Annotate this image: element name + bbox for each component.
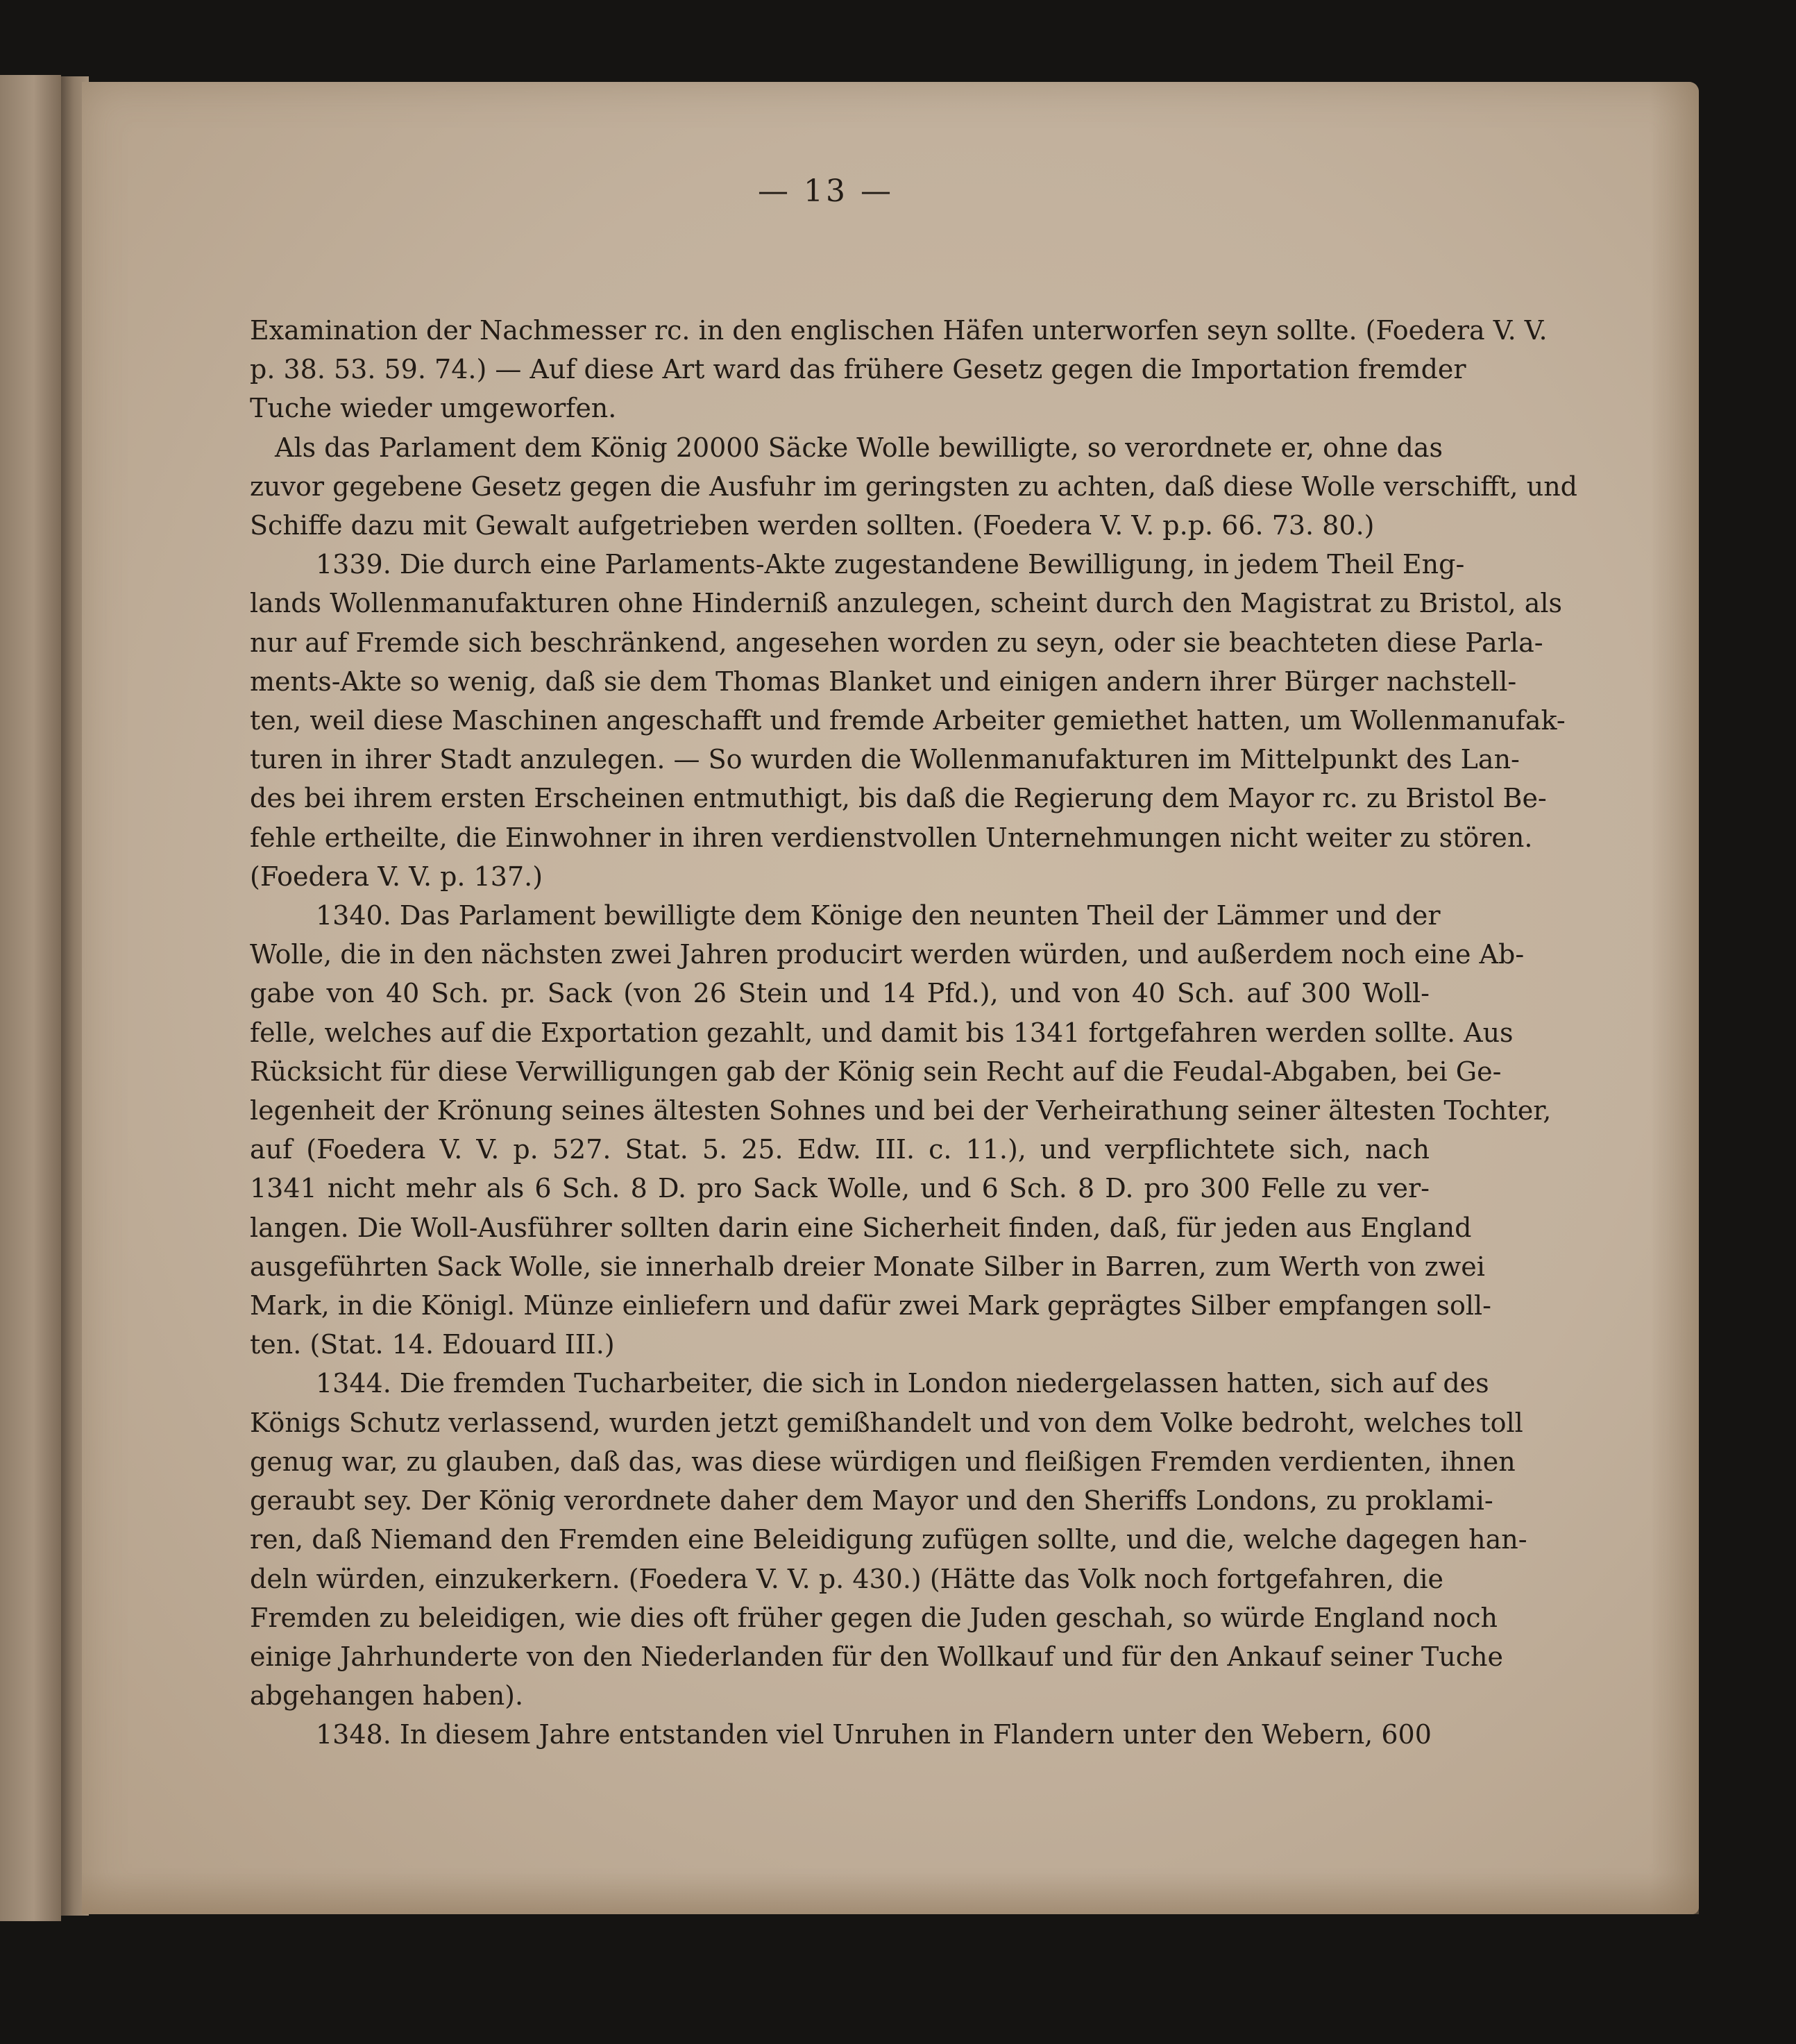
- text-line: Tuche wieder umgeworfen.: [250, 393, 617, 424]
- text-line: zuvor gegebene Gesetz gegen die Ausfuhr im geringsten zu achten, daß diese Wolle verschifft, und: [250, 471, 1577, 502]
- text-line: legenheit der Krönung seines ältesten Sohnes und bei der Verheirathung seiner ältesten Tochter,: [250, 1095, 1552, 1126]
- text-line: auf (Foedera V. V. p. 527. Stat. 5. 25. Edw. III. c. 11.), und verpflichtete sich, nach: [250, 1134, 1430, 1165]
- text-line: ten. (Stat. 14. Edouard III.): [250, 1329, 615, 1360]
- text-line: abgehangen haben).: [250, 1680, 524, 1712]
- text-line: nur auf Fremde sich beschränkend, angesehen worden zu seyn, oder sie beachteten diese Parla-: [250, 627, 1543, 658]
- left-page-edge: [0, 75, 61, 1921]
- text-line: Wolle, die in den nächsten zwei Jahren producirt werden würden, und außerdem noch eine Ab-: [250, 939, 1525, 970]
- page-number: — 13 —: [758, 174, 894, 209]
- text-line: gabe von 40 Sch. pr. Sack (von 26 Stein und 14 Pfd.), und von 40 Sch. auf 300 Woll-: [250, 978, 1430, 1009]
- page-edge-bottom: [82, 1873, 1699, 1914]
- body-text: [250, 311, 1577, 1755]
- text-line: des bei ihrem ersten Erscheinen entmuthigt, bis daß die Regierung dem Mayor rc. zu Bristol Be-: [250, 783, 1547, 814]
- text-line: felle, welches auf die Exportation gezahlt, und damit bis 1341 fortgefahren werden sollte. Aus: [250, 1017, 1514, 1048]
- text-line: 1344. Die fremden Tucharbeiter, die sich in London niedergelassen hatten, sich auf des: [316, 1368, 1489, 1399]
- text-line: p. 38. 53. 59. 74.) — Auf diese Art ward das frühere Gesetz gegen die Importation fremder: [250, 354, 1466, 385]
- text-line: Königs Schutz verlassend, wurden jetzt gemißhandelt und von dem Volke bedroht, welches toll: [250, 1407, 1523, 1438]
- text-line: 1340. Das Parlament bewilligte dem Könige den neunten Theil der Lämmer und der: [316, 900, 1441, 931]
- text-line: langen. Die Woll-Ausführer sollten darin eine Sicherheit finden, daß, für jeden aus England: [250, 1212, 1472, 1243]
- text-line: ren, daß Niemand den Fremden eine Beleidigung zufügen sollte, und die, welche dagegen han-: [250, 1524, 1527, 1555]
- text-line: 1339. Die durch eine Parlaments-Akte zugestandene Bewilligung, in jedem Theil Eng-: [316, 549, 1465, 580]
- text-line: 1348. In diesem Jahre entstanden viel Unruhen in Flandern unter den Webern, 600: [316, 1719, 1432, 1750]
- text-line: ments-Akte so wenig, daß sie dem Thomas Blanket und einigen andern ihrer Bürger nachstell-: [250, 666, 1517, 697]
- text-line: genug war, zu glauben, daß das, was diese würdigen und fleißigen Fremden verdienten, ihnen: [250, 1446, 1516, 1477]
- text-line: fehle ertheilte, die Einwohner in ihren verdienstvollen Unternehmungen nicht weiter zu stören.: [250, 822, 1533, 853]
- text-line: Examination der Nachmesser rc. in den englischen Häfen unterworfen seyn sollte. (Foedera V. V.: [250, 315, 1548, 346]
- text-line: Fremden zu beleidigen, wie dies oft früher gegen die Juden geschah, so würde England noch: [250, 1602, 1498, 1633]
- text-line: Schiffe dazu mit Gewalt aufgetrieben werden sollten. (Foedera V. V. p.p. 66. 73. 80.): [250, 510, 1375, 541]
- text-line: lands Wollenmanufakturen ohne Hinderniß anzulegen, scheint durch den Magistrat zu Bristol, als: [250, 588, 1563, 619]
- text-line: ausgeführten Sack Wolle, sie innerhalb dreier Monate Silber in Barren, zum Werth von zwei: [250, 1251, 1485, 1282]
- text-line: Rücksicht für diese Verwilligungen gab der König sein Recht auf die Feudal-Abgaben, bei Ge-: [250, 1056, 1502, 1087]
- text-line: 1341 nicht mehr als 6 Sch. 8 D. pro Sack Wolle, und 6 Sch. 8 D. pro 300 Felle zu ver-: [250, 1173, 1430, 1204]
- text-line: turen in ihrer Stadt anzulegen. — So wurden die Wollenmanufakturen im Mittelpunkt des Lan-: [250, 744, 1520, 775]
- text-line: deln würden, einzukerkern. (Foedera V. V. p. 430.) (Hätte das Volk noch fortgefahren, die: [250, 1563, 1444, 1594]
- text-line: geraubt sey. Der König verordnete daher dem Mayor und den Sheriffs Londons, zu proklami-: [250, 1485, 1493, 1517]
- text-line: einige Jahrhunderte von den Niederlanden für den Wollkauf und für den Ankauf seiner Tuche: [250, 1641, 1503, 1672]
- text-line: ten, weil diese Maschinen angeschafft und fremde Arbeiter gemiethet hatten, um Wollenmanufak-: [250, 705, 1566, 736]
- text-line: Als das Parlament dem König 20000 Säcke Wolle bewilligte, so verordnete er, ohne das: [275, 432, 1443, 463]
- page-edge-right: [1650, 82, 1699, 1914]
- text-line: Mark, in die Königl. Münze einliefern und dafür zwei Mark geprägtes Silber empfangen soll-: [250, 1290, 1491, 1321]
- text-line: (Foedera V. V. p. 137.): [250, 861, 543, 892]
